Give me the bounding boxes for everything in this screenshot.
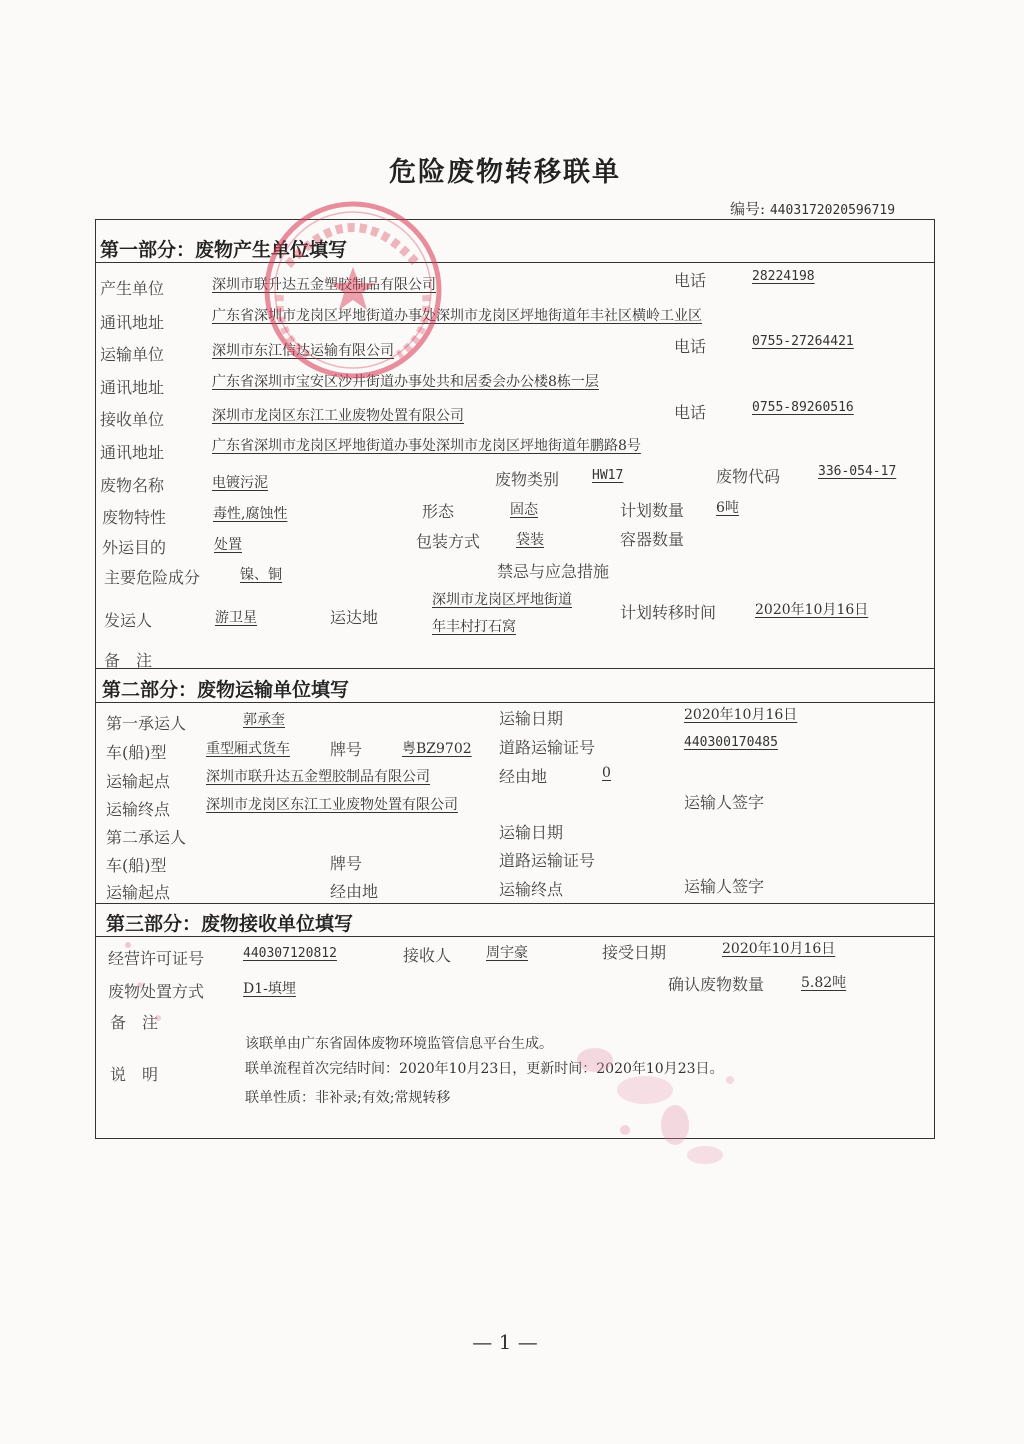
explain-label: 说 明 [110,1065,159,1084]
part1-header: 第一部分：废物产生单位填写 [100,239,348,261]
via2-label: 经由地 [330,882,379,901]
divider-part3-header [95,936,935,937]
destination-line1: 深圳市龙岗区坪地街道 [432,592,572,608]
remarks-label-1: 备 注 [104,651,153,670]
end-label: 运输终点 [106,800,171,819]
planned-qty-label: 计划数量 [620,501,685,520]
road-permit-value: 440300170485 [684,735,778,750]
page-number: — 1 — [472,1330,538,1354]
phone-label-3: 电话 [674,403,707,422]
vehicle-label: 车(船)型 [106,743,167,762]
phone-label-2: 电话 [674,337,707,356]
plate2-label: 牌号 [330,854,363,873]
hazard-label: 主要危险成分 [104,568,201,587]
taboo-label: 禁忌与应急措施 [497,562,610,581]
packaging-value: 袋装 [516,532,544,548]
producer-value: 深圳市联升达五金塑胶制品有限公司 [212,277,436,293]
confirm-qty-value: 5.82吨 [801,975,847,991]
disposal-label: 废物处置方式 [108,982,205,1001]
address-label-1: 通讯地址 [100,313,165,332]
receiver-value: 深圳市龙岗区东江工业废物处置有限公司 [212,408,464,424]
recipient-value: 周宇豪 [486,945,528,961]
waste-name-value: 电镀污泥 [212,475,268,491]
date1-value: 2020年10月16日 [684,707,798,723]
planned-qty-value: 6吨 [716,500,739,516]
vehicle-value: 重型厢式货车 [206,741,290,757]
address-value-1: 广东省深圳市龙岗区坪地街道办事处深圳市龙岗区坪地街道年丰社区横岭工业区 [212,308,702,324]
transporter-value: 深圳市东江信达运输有限公司 [212,343,394,359]
receive-date-label: 接受日期 [602,943,667,962]
carrier2-label: 第二承运人 [106,828,187,847]
waste-category-label: 废物类别 [495,470,560,489]
receiver-label: 接收单位 [100,410,165,429]
plate-value: 粤BZ9702 [402,741,472,757]
note-line-1: 该联单由广东省固体废物环境监管信息平台生成。 [245,1036,553,1052]
plate-label: 牌号 [330,740,363,759]
phone-label-1: 电话 [674,271,707,290]
address-label-2: 通讯地址 [100,378,165,397]
end2-label: 运输终点 [499,880,564,899]
recipient-label: 接收人 [403,946,452,965]
address-value-3: 广东省深圳市龙岗区坪地街道办事处深圳市龙岗区坪地街道年鹏路8号 [212,438,641,454]
sign-label-1: 运输人签字 [684,793,765,812]
divider-part3 [95,903,935,904]
part3-header: 第三部分：废物接收单位填写 [106,913,354,935]
form-label: 形态 [422,502,455,521]
planned-time-value: 2020年10月16日 [755,602,869,618]
start2-label: 运输起点 [106,883,171,902]
transporter-label: 运输单位 [100,345,165,364]
divider-part2-header [95,702,935,703]
serial-number [730,198,895,219]
waste-code-label: 废物代码 [716,467,781,486]
address-label-3: 通讯地址 [100,443,165,462]
hazard-value: 镍、铜 [240,567,282,583]
part2-header: 第二部分：废物运输单位填写 [102,679,350,701]
license-value: 440307120812 [243,946,337,961]
serial-label: 编号: [730,200,766,218]
serial-value: 4403172020596719 [769,203,896,218]
waste-property-label: 废物特性 [102,508,167,527]
waste-property-value: 毒性,腐蚀性 [213,506,288,522]
phone-value-1: 28224198 [752,269,815,284]
license-label: 经营许可证号 [108,949,205,968]
receive-date-value: 2020年10月16日 [722,941,836,957]
divider-part2 [95,668,935,669]
destination-label: 运达地 [330,608,379,627]
start-label: 运输起点 [106,772,171,791]
form-value: 固态 [510,502,538,518]
disposal-value: D1-填埋 [243,981,296,997]
divider-part1-header [95,262,935,263]
sign-label-2: 运输人签字 [684,877,765,896]
confirm-qty-label: 确认废物数量 [668,975,765,994]
via-value: 0 [602,765,611,781]
carrier1-value: 郭承奎 [243,712,285,728]
waste-name-label: 废物名称 [100,476,165,495]
address-value-2: 广东省深圳市宝安区沙井街道办事处共和居委会办公楼8栋一层 [212,374,599,390]
shipper-value: 游卫星 [215,610,257,626]
shipper-label: 发运人 [104,611,153,630]
destination-line2: 年丰村打石窝 [432,619,516,635]
carrier1-label: 第一承运人 [106,714,187,733]
planned-time-label: 计划转移时间 [620,603,717,622]
start-value: 深圳市联升达五金塑胶制品有限公司 [206,769,430,785]
note-line-3: 联单性质：非补录;有效;常规转移 [245,1090,451,1106]
phone-value-2: 0755-27264421 [752,334,854,349]
phone-value-3: 0755-89260516 [752,400,854,415]
purpose-value: 处置 [214,537,242,553]
road-permit2-label: 道路运输证号 [499,851,596,870]
remarks-label-3: 备 注 [110,1013,159,1032]
purpose-label: 外运目的 [102,538,167,557]
date2-label: 运输日期 [499,823,564,842]
date1-label: 运输日期 [499,709,564,728]
producer-label: 产生单位 [100,279,165,298]
waste-code-value: 336-054-17 [818,464,897,479]
vehicle2-label: 车(船)型 [106,856,167,875]
waste-category-value: HW17 [592,468,624,483]
road-permit-label: 道路运输证号 [499,738,596,757]
note-line-2: 联单流程首次完结时间：2020年10月23日，更新时间：2020年10月23日。 [245,1061,724,1077]
packaging-label: 包装方式 [416,532,481,551]
end-value: 深圳市龙岗区东江工业废物处置有限公司 [206,797,458,813]
via-label: 经由地 [499,767,548,786]
container-qty-label: 容器数量 [620,530,685,549]
document-title: 危险废物转移联单 [389,157,621,188]
